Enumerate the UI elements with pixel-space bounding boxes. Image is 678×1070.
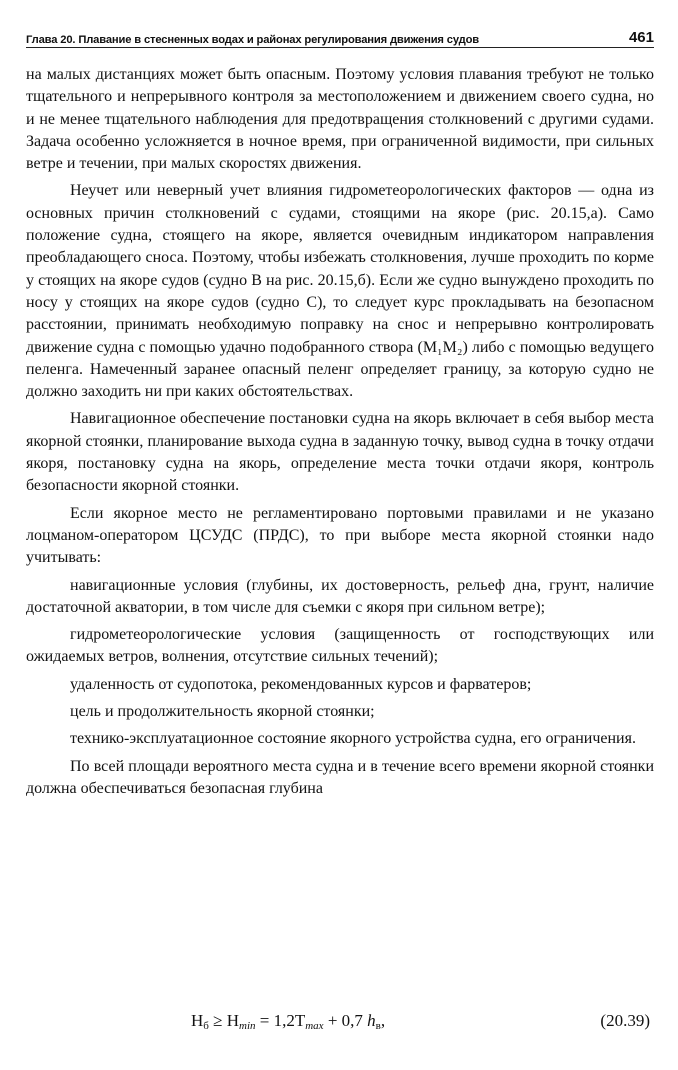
equation-expression: [191, 1011, 385, 1032]
list-item: цель и продолжительность якорной стоянки;: [70, 703, 375, 721]
list-item: технико-эксплуатационное состояние якорного устройства судна, его ограничения.: [70, 730, 636, 748]
list-item: навигационные условия (глубины, их достоверность, рельеф дна, грунт, наличие достаточной акватории, в том числе для съемки с якоря при сильном ветре);: [26, 576, 654, 616]
chapter-title: Глава 20. Плавание в стесненных водах и районах регулирования движения судов: [26, 34, 479, 46]
relation: ≥ H: [208, 1011, 239, 1030]
header-rule: [26, 47, 654, 48]
middle: = 1,2T: [255, 1011, 306, 1030]
paragraph: на малых дистанциях может быть опасным. Поэтому условия плавания требуют не только тщательного и непрерывного контроля за местоположением и движением своего судна, но и не менее тщательного наблюдения для предотвращения столкновений с другими судами. Задача особенно усложняется в ночное время, при ограниченной видимости, при сильных ветре и течении, при малых скоростях движения.: [26, 66, 654, 173]
tail: + 0,7: [323, 1011, 368, 1030]
h-main: H: [191, 1011, 204, 1030]
min-sub: min: [239, 1020, 256, 1032]
equation: [26, 1011, 654, 1037]
paragraph: Неучет или неверный учет влияния гидрометеорологических факторов — одна из основных причин столкновений с судами, стоящими на якоре (рис. 20.15,а). Само положение судна, стоящего на якоре, является очевидным индикатором направления преобладающего сноса. Поэтому, чтобы избежать столкновения, лучше проходить по корме у стоящих на якоре судов (судно В на рис. 20.15,б). Если же судно вынуждено проходить по носу у стоящих на якоре судов (судно С), то следует курс прокладывать на безопасном расстоянии, принимать необходимую поправку на снос и непрерывно контролировать движение судна с помощью удачно подобранного створа (M₁M₂) либо с помощью ведущего пеленга. Намеченный заранее опасный пеленг определяет границу, за которую судно не должно заходить ни при каких обстоятельствах.: [26, 182, 654, 401]
hb-sub: в: [375, 1020, 381, 1032]
page-number: 461: [628, 29, 654, 46]
equation-number: (20.39): [600, 1011, 650, 1030]
body-text: [26, 64, 654, 805]
trail: ,: [380, 1011, 386, 1030]
max-sub: max: [305, 1020, 324, 1032]
h-sub: б: [203, 1020, 209, 1032]
list-item: удаленность от судопотока, рекомендованных курсов и фарватеров;: [70, 675, 532, 693]
list-item: гидрометеорологические условия (защищенность от господствующих или ожидаемых ветров, волнения, отсутствие сильных течений);: [26, 626, 654, 666]
paragraph: Если якорное место не регламентировано портовыми правилами и не указано лоцманом-оператором ЦСУДС (ПРДС), то при выборе места якорной стоянки надо учитывать:: [26, 504, 654, 567]
running-header: [26, 22, 654, 46]
paragraph: По всей площади вероятного места судна и в течение всего времени якорной стоянки должна обеспечиваться безопасная глубина: [26, 757, 654, 797]
h-italic: h: [367, 1011, 376, 1030]
paragraph: Навигационное обеспечение постановки судна на якорь включает в себя выбор места якорной стоянки, планирование выхода судна в заданную точку, вывод судна в точку отдачи якоря, постановку судна на якорь, определение места точки отдачи якоря, контроль безопасности якорной стоянки.: [26, 410, 654, 495]
